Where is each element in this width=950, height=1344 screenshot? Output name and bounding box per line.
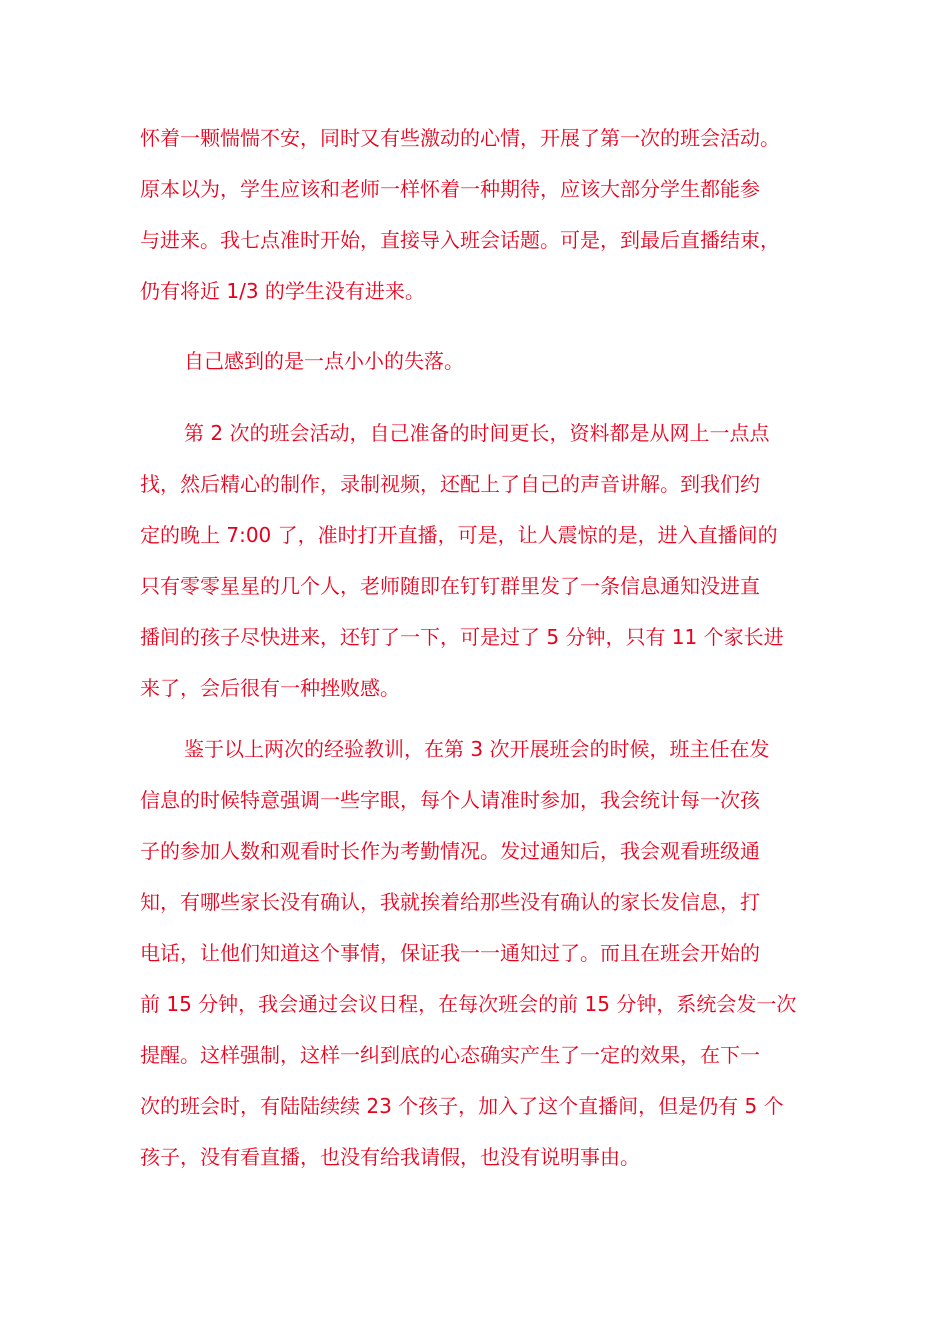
text-line: 鉴于以上两次的经验教训，在第 3 次开展班会的时候，班主任在发 xyxy=(184,737,770,761)
text-line: 与进来。我七点准时开始，直接导入班会话题。可是，到最后直播结束， xyxy=(140,228,780,252)
text-line: 定的晚上 7:00 了，准时打开直播，可是，让人震惊的是，进入直播间的 xyxy=(140,523,778,547)
text-line: 信息的时候特意强调一些字眼，每个人请准时参加，我会统计每一次孩 xyxy=(140,788,760,812)
paragraph-2 xyxy=(140,336,830,387)
paragraph-4 xyxy=(140,724,830,1183)
paragraph-3 xyxy=(140,408,830,714)
text-line: 知，有哪些家长没有确认，我就挨着给那些没有确认的家长发信息，打 xyxy=(140,890,760,914)
text-line: 原本以为，学生应该和老师一样怀着一种期待，应该大部分学生都能参 xyxy=(140,177,760,201)
text-line: 电话，让他们知道这个事情，保证我一一通知过了。而且在班会开始的 xyxy=(140,941,760,965)
text-line: 次的班会时，有陆陆续续 23 个孩子，加入了这个直播间，但是仍有 5 个 xyxy=(140,1094,784,1118)
text-line: 自己感到的是一点小小的失落。 xyxy=(184,349,464,373)
text-line: 播间的孩子尽快进来，还钉了一下，可是过了 5 分钟，只有 11 个家长进 xyxy=(140,625,784,649)
text-line: 提醒。这样强制，这样一纠到底的心态确实产生了一定的效果，在下一 xyxy=(140,1043,760,1067)
text-line: 孩子，没有看直播，也没有给我请假，也没有说明事由。 xyxy=(140,1145,640,1169)
text-line: 仍有将近 1/3 的学生没有进来。 xyxy=(140,279,425,303)
text-line: 来了，会后很有一种挫败感。 xyxy=(140,676,400,700)
text-line: 第 2 次的班会活动，自己准备的时间更长，资料都是从网上一点点 xyxy=(184,421,770,445)
text-line: 只有零零星星的几个人，老师随即在钉钉群里发了一条信息通知没进直 xyxy=(140,574,760,598)
text-line: 怀着一颗惴惴不安，同时又有些激动的心情，开展了第一次的班会活动。 xyxy=(140,126,780,150)
text-line: 前 15 分钟，我会通过会议日程，在每次班会的前 15 分钟，系统会发一次 xyxy=(140,992,797,1016)
text-line: 找，然后精心的制作，录制视频，还配上了自己的声音讲解。到我们约 xyxy=(140,472,760,496)
text-line: 子的参加人数和观看时长作为考勤情况。发过通知后，我会观看班级通 xyxy=(140,839,760,863)
paragraph-1 xyxy=(140,113,830,317)
